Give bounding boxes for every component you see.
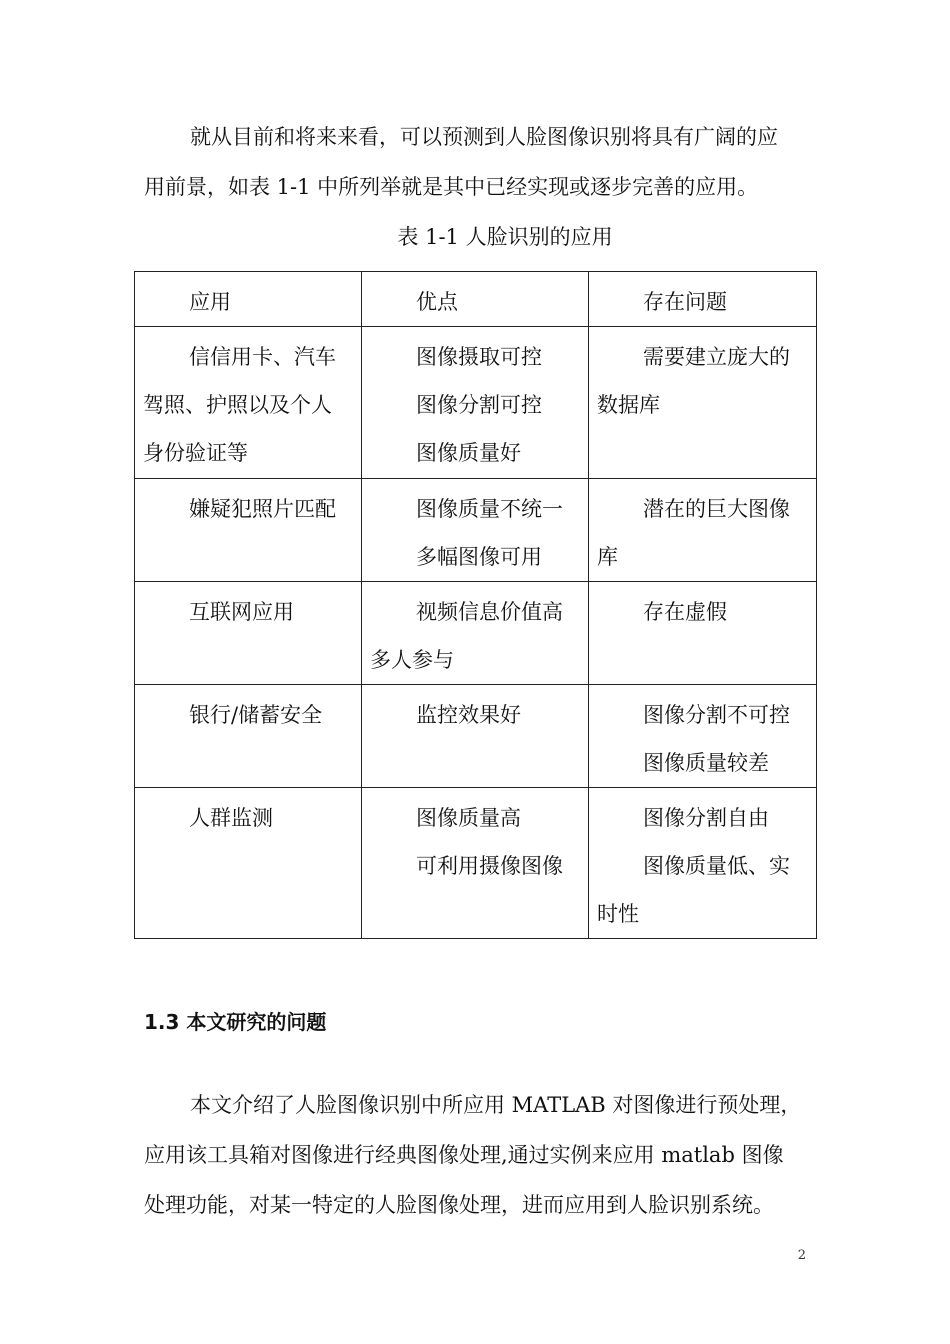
intro-line-2: 用前景，如表 1-1 中所列举就是其中已经实现或逐步完善的应用。 (144, 175, 759, 199)
header-cell-issues: 存在问题 (589, 272, 817, 327)
cell-app: 信信用卡、汽车 驾照、护照以及个人 身份验证等 (135, 327, 362, 479)
section-heading: 1.3 本文研究的问题 (144, 1010, 327, 1034)
header-cell-app: 应用 (135, 272, 362, 327)
cell-pros: 图像摄取可控 图像分割可控 图像质量好 (362, 327, 589, 479)
intro-line-1: 就从目前和将来来看，可以预测到人脸图像识别将具有广阔的应 (190, 125, 778, 149)
table-row (135, 327, 817, 479)
cell-issues: 图像分割自由 图像质量低、实 时性 (589, 788, 817, 939)
cell-issues: 存在虚假 (589, 582, 817, 685)
section-line-3: 处理功能，对某一特定的人脸图像处理，进而应用到人脸识别系统。 (144, 1193, 774, 1217)
cell-app: 人群监测 (135, 788, 362, 939)
cell-pros: 监控效果好 (362, 685, 589, 788)
cell-issues: 需要建立庞大的 数据库 (589, 327, 817, 479)
table-row (135, 479, 817, 582)
section-paragraph (144, 1080, 808, 1230)
cell-pros: 图像质量不统一 多幅图像可用 (362, 479, 589, 582)
cell-pros: 图像质量高 可利用摄像图像 (362, 788, 589, 939)
cell-app: 银行/储蓄安全 (135, 685, 362, 788)
intro-paragraph (144, 112, 808, 212)
section-line-1: 本文介绍了人脸图像识别中所应用 MATLAB 对图像进行预处理， (190, 1093, 802, 1117)
section-line-2: 应用该工具箱对图像进行经典图像处理,通过实例来应用 matlab 图像 (144, 1143, 784, 1167)
cell-issues: 图像分割不可控 图像质量较差 (589, 685, 817, 788)
table-caption: 表 1-1 人脸识别的应用 (397, 225, 613, 249)
header-cell-pros: 优点 (362, 272, 589, 327)
table-header-row (135, 272, 817, 327)
cell-pros: 视频信息价值高 多人参与 (362, 582, 589, 685)
cell-app: 嫌疑犯照片匹配 (135, 479, 362, 582)
cell-app: 互联网应用 (135, 582, 362, 685)
applications-table (134, 271, 817, 939)
cell-issues: 潜在的巨大图像 库 (589, 479, 817, 582)
table-row (135, 582, 817, 685)
table-row (135, 788, 817, 939)
table-row (135, 685, 817, 788)
page-number: 2 (797, 1248, 806, 1263)
